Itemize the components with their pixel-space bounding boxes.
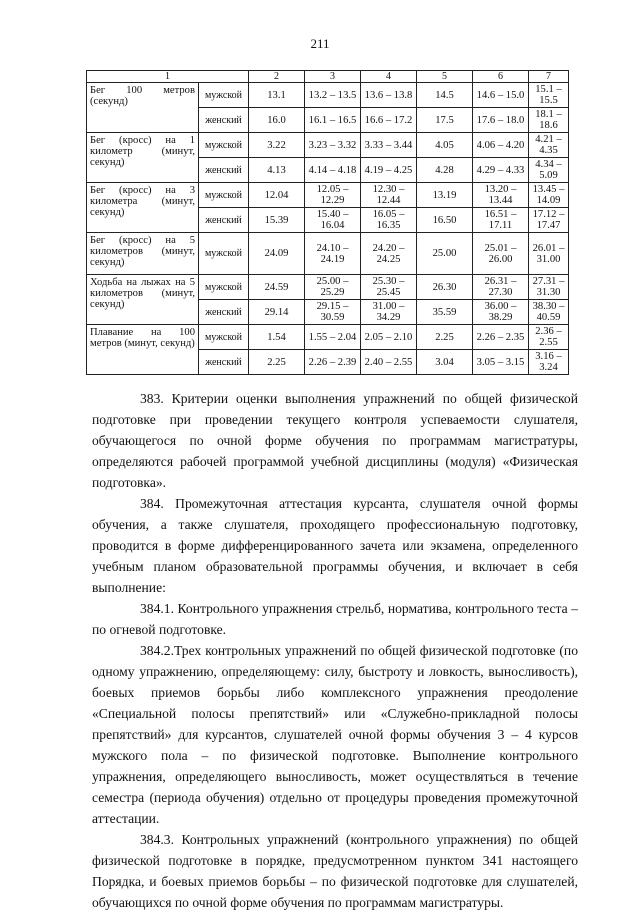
- value-cell: 4.06 – 4.20: [473, 133, 529, 158]
- paragraph-384-2: 384.2.Трех контрольных упражнений по общей физической подготовке (по одному упражнению, определяющему: силу, быстроту и ловкость, выносливость), боевых приемов борьбы либо комплексного упражнения преодоление «Специальной полосы препятствий» или «Служебно-прикладной полосы препятствий» для курсантов, слушателей очной формы обучения 3 – 4 курсов мужского пола – по физической подготовке. Выполнение контрольного упражнения, определяющего выносливость, может осуществляться в течение семестра (периода обучения) отдельно от процедуры проведения промежуточной аттестации.: [92, 643, 578, 826]
- sex-cell: женский: [199, 108, 249, 133]
- value-cell: 13.1: [249, 83, 305, 108]
- exercise-cell: Бег (кросс) на 1 километр (минут, секунд): [87, 133, 199, 183]
- header-cell: 6: [473, 71, 529, 83]
- value-cell: 16.51 – 17.11: [473, 208, 529, 233]
- value-cell: 16.05 – 16.35: [361, 208, 417, 233]
- value-cell: 17.5: [417, 108, 473, 133]
- value-cell: 29.15 – 30.59: [305, 300, 361, 325]
- value-cell: 4.21 – 4.35: [529, 133, 569, 158]
- value-cell: 26.31 – 27.30: [473, 275, 529, 300]
- value-cell: 4.13: [249, 158, 305, 183]
- table-row: [87, 183, 569, 208]
- value-cell: 4.29 – 4.33: [473, 158, 529, 183]
- value-cell: 35.59: [417, 300, 473, 325]
- value-cell: 36.00 – 38.29: [473, 300, 529, 325]
- value-cell: 24.10 – 24.19: [305, 233, 361, 275]
- value-cell: 4.19 – 4.25: [361, 158, 417, 183]
- header-cell: 5: [417, 71, 473, 83]
- value-cell: 25.00 – 25.29: [305, 275, 361, 300]
- table-row: [87, 325, 569, 350]
- value-cell: 13.19: [417, 183, 473, 208]
- sex-cell: мужской: [199, 133, 249, 158]
- value-cell: 16.50: [417, 208, 473, 233]
- value-cell: 3.16 – 3.24: [529, 350, 569, 375]
- paragraph-384-1: 384.1. Контрольного упражнения стрельб, норматива, контрольного теста – по огневой подготовке.: [92, 601, 578, 637]
- value-cell: 26.01 – 31.00: [529, 233, 569, 275]
- value-cell: 2.26 – 2.35: [473, 325, 529, 350]
- value-cell: 12.04: [249, 183, 305, 208]
- value-cell: 16.1 – 16.5: [305, 108, 361, 133]
- value-cell: 1.55 – 2.04: [305, 325, 361, 350]
- value-cell: 13.6 – 13.8: [361, 83, 417, 108]
- header-cell: 4: [361, 71, 417, 83]
- sex-cell: женский: [199, 350, 249, 375]
- sex-cell: женский: [199, 208, 249, 233]
- sex-cell: женский: [199, 300, 249, 325]
- value-cell: 3.05 – 3.15: [473, 350, 529, 375]
- header-cell: 2: [249, 71, 305, 83]
- header-cell: 1: [87, 71, 249, 83]
- header-cell: 3: [305, 71, 361, 83]
- sex-cell: мужской: [199, 83, 249, 108]
- value-cell: 27.31 – 31.30: [529, 275, 569, 300]
- document-body: [92, 388, 578, 913]
- table-row: [87, 83, 569, 108]
- exercise-cell: Плавание на 100 метров (минут, секунд): [87, 325, 199, 375]
- value-cell: 2.36 – 2.55: [529, 325, 569, 350]
- value-cell: 3.33 – 3.44: [361, 133, 417, 158]
- exercise-cell: Бег (кросс) на 5 километров (минут, секунд): [87, 233, 199, 275]
- exercise-cell: Бег (кросс) на 3 километра (минут, секунд): [87, 183, 199, 233]
- value-cell: 2.05 – 2.10: [361, 325, 417, 350]
- paragraph-383: 383. Критерии оценки выполнения упражнений по общей физической подготовке при проведении текущего контроля успеваемости слушателя, обучающегося по очной форме обучения по программам магистратуры, определяются рабочей программой учебной дисциплины (модуля) «Физическая подготовка».: [92, 391, 578, 490]
- value-cell: 1.54: [249, 325, 305, 350]
- value-cell: 15.40 – 16.04: [305, 208, 361, 233]
- value-cell: 15.1 – 15.5: [529, 83, 569, 108]
- sex-cell: мужской: [199, 233, 249, 275]
- value-cell: 4.28: [417, 158, 473, 183]
- table-header-row: [87, 71, 569, 83]
- value-cell: 14.5: [417, 83, 473, 108]
- value-cell: 3.23 – 3.32: [305, 133, 361, 158]
- value-cell: 3.22: [249, 133, 305, 158]
- value-cell: 24.09: [249, 233, 305, 275]
- value-cell: 3.04: [417, 350, 473, 375]
- value-cell: 2.40 – 2.55: [361, 350, 417, 375]
- value-cell: 13.45 – 14.09: [529, 183, 569, 208]
- value-cell: 24.20 – 24.25: [361, 233, 417, 275]
- table-row: [87, 133, 569, 158]
- value-cell: 13.20 – 13.44: [473, 183, 529, 208]
- value-cell: 12.30 – 12.44: [361, 183, 417, 208]
- value-cell: 2.26 – 2.39: [305, 350, 361, 375]
- exercise-cell: Ходьба на лыжах на 5 километров (минут, секунд): [87, 275, 199, 325]
- sex-cell: мужской: [199, 275, 249, 300]
- exercise-cell: Бег 100 метров (секунд): [87, 83, 199, 133]
- table-row: [87, 275, 569, 300]
- value-cell: 2.25: [417, 325, 473, 350]
- sex-cell: мужской: [199, 183, 249, 208]
- value-cell: 26.30: [417, 275, 473, 300]
- value-cell: 17.12 – 17.47: [529, 208, 569, 233]
- value-cell: 17.6 – 18.0: [473, 108, 529, 133]
- value-cell: 16.6 – 17.2: [361, 108, 417, 133]
- value-cell: 2.25: [249, 350, 305, 375]
- value-cell: 18.1 – 18.6: [529, 108, 569, 133]
- value-cell: 25.01 – 26.00: [473, 233, 529, 275]
- page-number: 211: [310, 36, 330, 51]
- sex-cell: мужской: [199, 325, 249, 350]
- table-row: [87, 233, 569, 275]
- value-cell: 16.0: [249, 108, 305, 133]
- value-cell: 24.59: [249, 275, 305, 300]
- value-cell: 15.39: [249, 208, 305, 233]
- value-cell: 38.30 – 40.59: [529, 300, 569, 325]
- value-cell: 14.6 – 15.0: [473, 83, 529, 108]
- norms-table: [86, 70, 569, 375]
- value-cell: 31.00 – 34.29: [361, 300, 417, 325]
- sex-cell: женский: [199, 158, 249, 183]
- value-cell: 25.00: [417, 233, 473, 275]
- value-cell: 25.30 – 25.45: [361, 275, 417, 300]
- paragraph-384-3: 384.3. Контрольных упражнений (контрольного упражнения) по общей физической подготовке в порядке, предусмотренном пунктом 341 настоящего Порядка, и боевых приемов борьбы – по физической подготовке для слушателей, обучающихся по очной форме обучения по программам магистратуры.: [92, 832, 578, 910]
- value-cell: 4.05: [417, 133, 473, 158]
- header-cell: 7: [529, 71, 569, 83]
- value-cell: 13.2 – 13.5: [305, 83, 361, 108]
- paragraph-384: 384. Промежуточная аттестация курсанта, слушателя очной формы обучения, а также слушателя, проходящего профессиональную подготовку, проводится в форме дифференцированного зачета или экзамена, определенного учебным планом образовательной программы обучения, и включает в себя выполнение:: [92, 496, 578, 595]
- value-cell: 4.14 – 4.18: [305, 158, 361, 183]
- value-cell: 29.14: [249, 300, 305, 325]
- value-cell: 12.05 – 12.29: [305, 183, 361, 208]
- value-cell: 4.34 – 5.09: [529, 158, 569, 183]
